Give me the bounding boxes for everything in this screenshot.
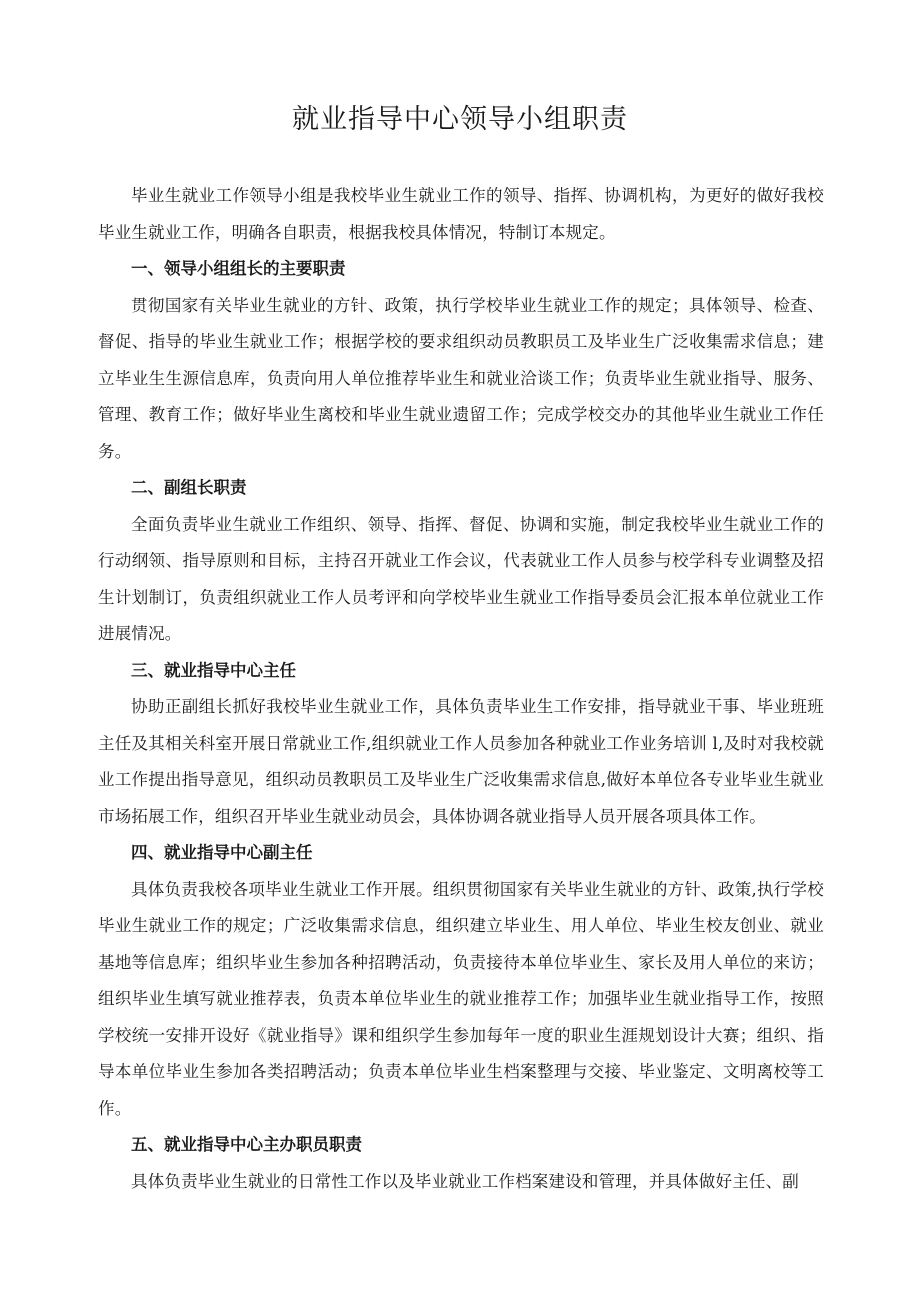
section-body-2: 全面负责毕业生就业工作组织、领导、指挥、督促、协调和实施，制定我校毕业生就业工作的行动纲领、指导原则和目标，主持召开就业工作会议，代表就业工作人员参与校学科专业调整及招生计划制订，负责组织就业工作人员考评和向学校毕业生就业工作指导委员会汇报本单位就业工作进展情况。 [98, 514, 824, 643]
section-body-4: 具体负责我校各项毕业生就业工作开展。组织贯彻国家有关毕业生就业的方针、政策,执行学校毕业生就业工作的规定；广泛收集需求信息，组织建立毕业生、用人单位、毕业生校友创业、就业基地等信息库；组织毕业生参加各种招聘活动，负责接待本单位毕业生、家长及用人单位的来访；组织毕业生填写就业推荐表，负责本单位毕业生的就业推荐工作；加强毕业生就业指导工作，按照学校统一安排开设好《就业指导》课和组织学生参加每年一度的职业生涯规划设计大赛；组织、指导本单位毕业生参加各类招聘活动；负责本单位毕业生档案整理与交接、毕业鉴定、文明离校等工作。 [98, 879, 824, 1118]
page-title: 就业指导中心领导小组职责 [292, 104, 628, 135]
section-body-3: 协助正副组长抓好我校毕业生就业工作，具体负责毕业生工作安排，指导就业干事、毕业班班主任及其相关科室开展日常就业工作,组织就业工作人员参加各种就业工作业务培训 l,及时对我校就业工作提出指导意见，组织动员教职员工及毕业生广泛收集需求信息,做好本单位各专业毕业生就业市场拓展工作，组织召开毕业生就业动员会，具体协调各就业指导人员开展各项具体工作。 [98, 697, 824, 826]
section-body-5: 具体负责毕业生就业的日常性工作以及毕业就业工作档案建设和管理，并具体做好主任、副 [131, 1171, 799, 1191]
section-heading-1: 一、领导小组组长的主要职责 [131, 259, 346, 278]
section-heading-4: 四、就业指导中心副主任 [131, 843, 313, 862]
section-heading-2: 二、副组长职责 [131, 478, 247, 497]
section-heading-5: 五、就业指导中心主办职员职责 [131, 1135, 362, 1154]
section-body-1: 贯彻国家有关毕业生就业的方针、政策，执行学校毕业生就业工作的规定；具体领导、检查、督促、指导的毕业生就业工作；根据学校的要求组织动员教职员工及毕业生广泛收集需求信息；建立毕业生生源信息库，负责向用人单位推荐毕业生和就业洽谈工作；负责毕业生就业指导、服务、管理、教育工作；做好毕业生离校和毕业生就业遗留工作；完成学校交办的其他毕业生就业工作任务。 [98, 295, 824, 461]
intro-paragraph: 毕业生就业工作领导小组是我校毕业生就业工作的领导、指挥、协调机构，为更好的做好我校毕业生就业工作，明确各自职责，根据我校具体情况，特制订本规定。 [98, 186, 824, 242]
document-body [98, 178, 824, 1200]
section-heading-3: 三、就业指导中心主任 [131, 660, 296, 680]
